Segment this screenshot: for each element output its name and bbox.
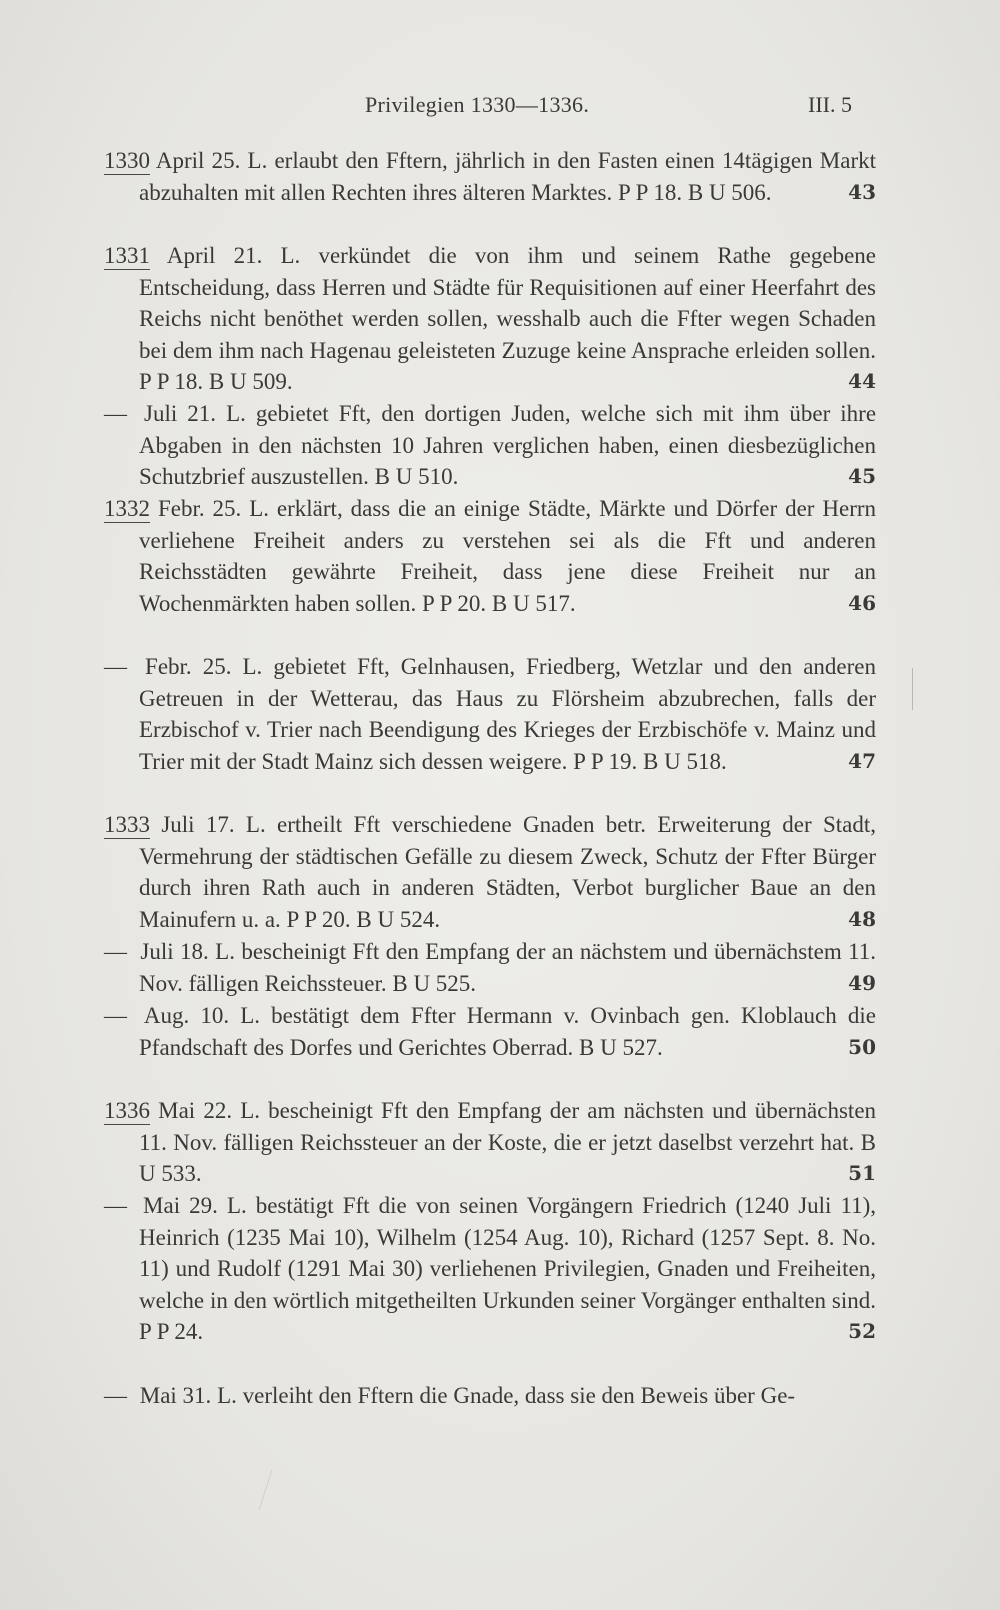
entry [104,398,876,493]
entry-year: 1333 [104,812,150,837]
entry-dash: — [104,654,127,679]
entry-number: 45 [848,464,876,489]
entry-dash: — [104,401,127,426]
entry-year: 1332 [104,496,150,521]
entry [104,1095,876,1190]
entry-text: L. bescheinigt Fft den Empfang der am nächsten und übernächsten 11. Nov. fälligen Reichssteuer an der Koste, die er jetzt daselbst verzehrt hat. B U 533. [139,1098,877,1187]
entry-text: L. gebietet Fft, den dortigen Juden, welche sich mit ihm über ihre Abgaben in den nächsten 10 Jahren verglichen haben, einen diesbezüglichen Schutzbrief auszustellen. B U 510. [139,401,877,490]
entry-dash: — [104,1383,127,1408]
page-number: III. 5 [808,92,852,117]
entry-text: L. bestätigt dem Ffter Hermann v. Ovinbach gen. Kloblauch die Pfandschaft des Dorfes und Gerichtes Oberrad. B U 527. [139,1003,876,1060]
entry-year: 1331 [104,243,150,268]
entry-text: L. bescheinigt Fft den Empfang der an nächstem und übernächstem 11. Nov. fälligen Reichssteuer. B U 525. [139,939,876,996]
entry-date: Juli 18. [140,939,209,964]
entry-dash: — [104,1193,127,1218]
entry [104,809,876,936]
entry-text: L. gebietet Fft, Gelnhausen, Friedberg, Wetzlar und den anderen Getreuen in der Wetterau, das Haus zu Flörsheim abzubrechen, falls der Erzbischof v. Trier nach Beendigung des Krieges der Erzbischöfe v. Mainz und Trier mit der Stadt Mainz sich dessen weigere. P P 19. B U 518. [139,654,876,774]
entry [104,145,876,240]
entry-year: 1336 [104,1098,150,1123]
entry-dash: — [104,1003,127,1028]
entry-text: L. ertheilt Fft verschiedene Gnaden betr. Erweiterung der Stadt, Vermehrung der städtischen Gefälle zu diesem Zweck, Schutz der Ffter Bürger durch ihren Rath auch in anderen Städten, Verbot burglicher Baue an den Mainufern u. a. P P 20. B U 524. [139,812,877,932]
entry-number: 51 [848,1161,876,1186]
entry [104,493,876,651]
entry [104,651,876,809]
entry-text: L. bestätigt Fft die von seinen Vorgängern Friedrich (1240 Juli 11), Heinrich (1235 Mai 10), Wilhelm (1254 Aug. 10), Richard (1257 Sept. 8. No. 11) und Rudolf (1291 Mai 30) verliehenen Privilegien, Gnaden und Freiheiten, welche in den wörtlich mitgetheilten Urkunden seiner Vorgänger enthalten sind. P P 24. [139,1193,877,1345]
running-head [0,92,1000,122]
entry-date: Juli 17. [161,812,235,837]
entry-date: Febr. 25. [145,654,232,679]
entry-date: Mai 22. [158,1098,233,1123]
running-head-title: Privilegien 1330—1336. [365,92,590,117]
entry-date: Mai 31. [139,1383,212,1408]
entry-number: 44 [848,369,876,394]
entry-date: April 21. [166,243,263,268]
entry-number: 48 [848,906,876,931]
entry-date: Aug. 10. [143,1003,230,1028]
entry-list [104,145,876,1412]
entry-number: 50 [848,1034,876,1059]
entry-year: 1330 [104,148,150,173]
entry [104,1000,876,1095]
entry [104,936,876,1000]
page-smudge [259,1470,295,1510]
entry-text: L. verleiht den Fftern die Gnade, dass sie den Beweis über Ge- [217,1383,796,1408]
entry-number: 46 [848,590,876,615]
entry [104,1190,876,1380]
entry-text: L. erklärt, dass die an einige Städte, Märkte und Dörfer der Herrn verliehene Freiheit anders zu verstehen sei als die Fft und anderen Reichsstädten gewährte Freiheit, dass jene diese Freiheit nur an Wochenmärkten haben sollen. P P 20. B U 517. [139,496,877,616]
margin-mark [912,668,913,710]
entry-number: 49 [848,970,876,995]
entry-date: Mai 29. [143,1193,218,1218]
entry-dash: — [104,939,127,964]
entry-date: Febr. 25. [157,496,242,521]
entry-number: 52 [848,1319,876,1344]
entry-text: L. erlaubt den Fftern, jährlich in den Fasten einen 14tägigen Markt abzuhalten mit allen Rechten ihres älteren Marktes. P P 18. B U 506. [139,148,876,205]
entry-text: L. verkündet die von ihm und seinem Rathe gegebene Entscheidung, dass Herren und Städte für Requisitionen auf einer Heerfahrt des Reichs nicht benöthet werden sollen, wesshalb auch die Ffter wegen Schaden bei dem ihm nach Hagenau geleisteten Zuzuge keine Ansprache erleiden sollen. P P 18. B U 509. [139,243,876,395]
entry [104,240,876,398]
entry [104,1380,876,1412]
entry-number: 43 [848,179,876,204]
entry-number: 47 [848,748,876,773]
entry-date: Juli 21. [144,401,217,426]
entry-date: April 25. [155,148,241,173]
